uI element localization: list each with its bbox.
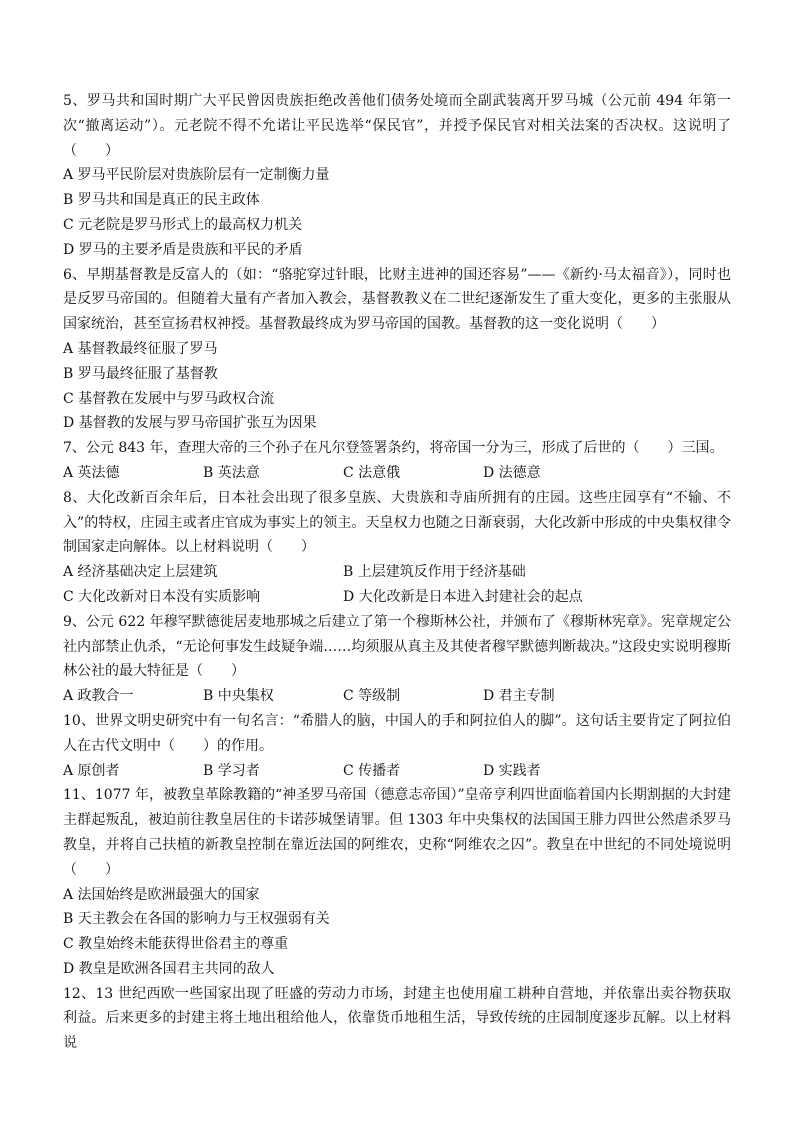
question-list [63,89,731,1056]
question-stem: 12、13 世纪西欧一些国家出现了旺盛的劳动力市场，封建主也使用雇工耕种自营地，并依靠出卖谷物获取利益。后来更多的封建主将土地出租给他人，依靠货币地租生活，导致传统的庄园制度逐步瓦解。以上材料说 [63,985,731,1052]
question-stem: 5、罗马共和国时期广大平民曾因贵族拒绝改善他们债务处境而全副武装离开罗马城（公元前 494 年第一次“撤离运动”）。元老院不得不允诺让平民选举“保民官”，并授予保民官对相关法案的否决权。这说明了（ ） [63,93,731,159]
option-a: A 英法德 [63,464,120,481]
option-a: A 经济基础决定上层建筑 [63,564,218,581]
options-row [63,461,731,486]
option-c: C 基督教在发展中与罗马政权合流 [63,390,275,407]
option-a: A 罗马平民阶层对贵族阶层有一定制衡力量 [63,167,330,184]
question-12 [63,982,731,1056]
option-b: B 中央集权 [203,688,274,705]
question-5 [63,89,731,263]
option-b: B 罗马最终征服了基督教 [63,365,218,382]
option-c: C 法意俄 [343,464,401,481]
option-a: A 基督教最终征服了罗马 [63,340,218,357]
option-b: B 罗马共和国是真正的民主政体 [63,192,260,209]
question-6 [63,263,731,437]
option-a: A 原创者 [63,762,120,779]
option-d: D 实践者 [483,762,541,779]
question-11 [63,783,731,981]
option-c: C 等级制 [343,688,401,705]
option-d: D 君主专制 [483,688,555,705]
options-row [63,759,731,784]
option-d: D 大化改新是日本进入封建社会的起点 [343,588,583,605]
question-9 [63,610,731,709]
options-row [63,684,731,709]
option-d: D 法德意 [483,464,541,481]
question-stem: 11、1077 年，被教皇革除教籍的“神圣罗马帝国（德意志帝国）”皇帝亨利四世面临着国内长期割据的大封建主群起叛乱，被迫前往教皇居住的卡诺莎城堡请罪。但 1303 年中央集权的法国国王腓力四世公然虐杀罗马教皇，并将自己扶植的新教皇控制在靠近法国的阿维农，史称“阿维农之囚”。教皇在中世纪的不同处境说明（ ） [63,787,731,878]
question-stem: 10、世界文明史研究中有一句名言：“希腊人的脑，中国人的手和阿拉伯人的脚”。这句话主要肯定了阿拉伯人在古代文明中（ ）的作用。 [63,712,731,754]
option-a: A 政教合一 [63,688,134,705]
question-stem: 8、大化改新百余年后，日本社会出现了很多皇族、大贵族和寺庙所拥有的庄园。这些庄园享有“不输、不入”的特权，庄园主或者庄官成为事实上的领主。天皇权力也随之日渐衰弱，大化改新中形成的中央集权律令制国家走向解体。以上材料说明（ ） [63,489,731,556]
question-10 [63,709,731,783]
option-c: C 传播者 [343,762,401,779]
option-d: D 教皇是欧洲各国君主共同的敌人 [63,960,275,977]
question-8 [63,486,731,610]
option-c: C 教皇始终未能获得世俗君主的尊重 [63,936,289,953]
options-row [63,560,731,585]
option-d: D 基督教的发展与罗马帝国扩张互为因果 [63,415,317,432]
question-stem: 7、公元 843 年，查理大帝的三个孙子在凡尔登签署条约，将帝国一分为三，形成了后世的（ ）三国。 [63,440,724,457]
option-b: B 天主教会在各国的影响力与王权强弱有关 [63,911,330,928]
option-c: C 元老院是罗马形式上的最高权力机关 [63,216,303,233]
option-b: B 学习者 [203,762,260,779]
option-b: B 英法意 [203,464,260,481]
question-stem: 6、早期基督教是反富人的（如：“骆驼穿过针眼，比财主进神的国还容易”——《新约·马太福音》），同时也是反罗马帝国的。但随着大量有产者加入教会，基督教教义在二世纪逐渐发生了重大变化，更多的主张服从国家统治，甚至宣扬君权神授。基督教最终成为罗马帝国的国教。基督教的这一变化说明（ ） [63,266,731,333]
options-row [63,585,731,610]
option-c: C 大化改新对日本没有实质影响 [63,588,261,605]
option-b: B 上层建筑反作用于经济基础 [343,564,526,581]
option-a: A 法国始终是欧洲最强大的国家 [63,886,260,903]
question-stem: 9、公元 622 年穆罕默德徙居麦地那城之后建立了第一个穆斯林公社，并颁布了《穆斯林宪章》。宪章规定公社内部禁止仇杀，“无论何事发生歧疑争端……均须服从真主及其使者穆罕默德判断裁决。”这段史实说明穆斯林公社的最大特征是（ ） [63,613,731,680]
question-7 [63,436,731,486]
option-d: D 罗马的主要矛盾是贵族和平民的矛盾 [63,241,303,258]
